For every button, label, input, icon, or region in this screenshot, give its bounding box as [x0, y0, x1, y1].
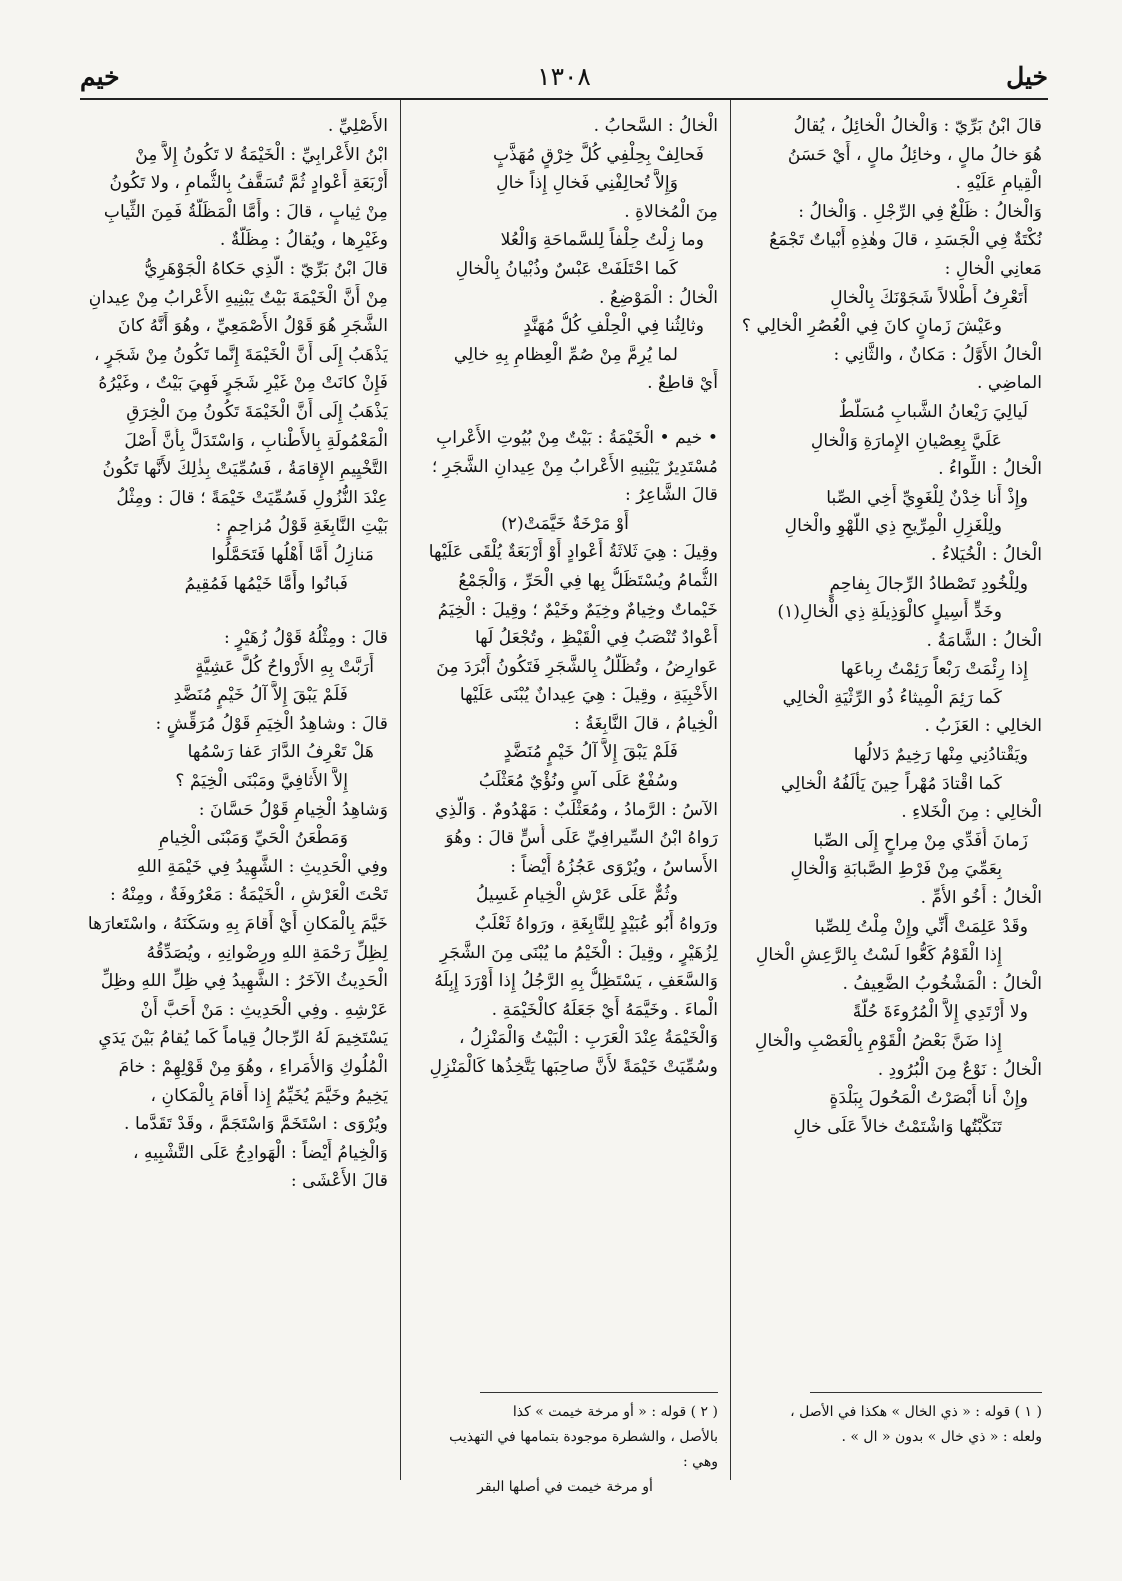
text-line: وثالِثُنا فِي الْحِلْفِ كُلُّ مُهَنَّدٍ	[523, 316, 704, 337]
footnote-line: وهي :	[683, 1454, 718, 1470]
footnote-separator	[480, 1392, 718, 1393]
text-line: ويَقْتادُنِي مِنْها رَخِيمٌ دَلالُها	[853, 745, 1028, 766]
footnote-middle	[412, 1400, 718, 1500]
text-line: الآسُ : الرَّمادُ ، ومُعَثْلَبٌ : مَهْدُومٌ . وَالَّذِي	[435, 799, 718, 820]
text-column-left	[82, 112, 388, 1442]
text-line: لما يُرِمَّ مِنْ صُمِّ الْعِظامِ بِهِ خالِي	[453, 344, 678, 365]
text-line: أَوْ مَرْخَةٌ خَيَّمَتْ(٢)	[501, 513, 629, 534]
text-line: الْخالُ : أَخُو الأُمِّ .	[920, 888, 1042, 909]
text-line: الْخالُ : الشَّامَةُ .	[926, 630, 1042, 651]
text-line: وفِي الْحَدِيثِ : الشَّهِيدُ فِي خَيْمَةِ اللهِ	[136, 856, 388, 877]
text-line: يَذْهَبُ إِلَى أَنَّ الْخَيْمَةَ إِنَّما تَكُونُ مِنْ شَجَرٍ ،	[94, 344, 388, 365]
text-line: بَيْتِ النَّابِغَةِ قَوْلُ مُزاحِمٍ :	[215, 516, 388, 537]
footnote-separator	[810, 1392, 1042, 1393]
text-line: ويُرْوَى : اسْتَخَمَّ وَاسْتَجَمَّ ، وقَدْ تَقَدَّما .	[124, 1114, 388, 1135]
text-line: تَحْتَ الْعَرْشِ ، الْخَيْمَةُ : مَعْرُوفَةٌ ، ومِنْهُ :	[110, 885, 388, 906]
text-line: أَيْ قاطِعٌ .	[647, 373, 718, 394]
text-line	[412, 398, 718, 424]
text-line: أَتَعْرِفُ أَطْلالاً شَجَوْنَكَ بِالْخالِ	[830, 287, 1028, 308]
footnote-right	[742, 1400, 1042, 1450]
text-line: نُكْتَةٌ فِي الْجَسَدِ ، قالَ وهٰذِهِ أَبْياتٌ تَجْمَعُ	[769, 230, 1042, 251]
text-line: مِنَ الْمُخالاةِ .	[624, 201, 718, 222]
text-line: لَيالِيَ رَيْعانُ الشَّبابِ مُسَلَّطٌ	[838, 401, 1028, 422]
text-line: الْقِيامِ عَلَيْهِ .	[955, 173, 1042, 194]
text-line: الْخالُ : نَوْعٌ مِنَ الْبُرُودِ .	[877, 1059, 1042, 1080]
text-line: الْخالِي : مِنَ الْخَلاءِ .	[901, 802, 1042, 823]
text-line: يَذْهَبُ إِلَى أَنَّ الْخَيْمَةَ تَكُونُ مِنَ الْخِرَقِ	[126, 401, 388, 422]
text-line: وثُمٌّ عَلَى عَرْشِ الْخِيامِ غَسِيلُ	[475, 885, 678, 906]
text-line: وَالْخَيْمَةُ عِنْدَ الْعَرَبِ : الْبَيْتُ وَالْمَنْزِلُ ،	[459, 1028, 718, 1049]
text-line: يَسْتَخِيمَ لَهُ الرِّجالُ قِياماً كَما يُقامُ بَيْنَ يَدَيِ	[98, 1028, 388, 1049]
text-line: التَّخْيِيمِ الإِقامَةُ ، فَسُمِّيَتْ بِذٰلِكَ لأَنَّها تَكُونُ	[102, 459, 388, 480]
text-line: فَلَمْ يَبْقَ إِلاَّ آلُ خَيْمٍ مُنَضَّدٍ	[503, 742, 678, 763]
text-line: ولِلْخُودِ تَصْطادُ الرِّجالَ بِفاحِمٍ	[829, 573, 1028, 594]
text-line: وَإِلاَّ تُحالِفْنِي فَخالِ إِذاً خالِ	[496, 173, 678, 194]
text-line: لِظِلِّ رَحْمَةِ اللهِ ورِضْوانِهِ ، ويُصَدِّقُهُ	[146, 942, 388, 963]
text-line: رَواهُ ابْنُ السِّيرافِيِّ عَلَى أُسٍّ قالَ : وهُوَ	[445, 828, 718, 849]
text-line: الْخالُ : السَّحابُ .	[593, 116, 718, 136]
text-line: قالَ الأَعْشَى :	[290, 1171, 388, 1192]
text-line: الْخالُ : الْخُيَلاءُ .	[930, 544, 1042, 565]
text-line: ولا أَرْتَدِي إِلاَّ الْمُرُوءَةَ حُلَّةً	[852, 1002, 1028, 1023]
text-line: فَبانُوا وأَمَّا خَيْمُها فَمُقِيمُ	[184, 573, 348, 594]
text-line: كَما رَئِمَ الْمِيثاءُ ذُو الرِّثْيَةِ الْخالِي	[782, 687, 1002, 708]
text-line: وَالْخالُ : ظَلْعٌ فِي الرِّجْلِ . وَالْخالُ :	[798, 201, 1042, 222]
column-divider	[400, 100, 401, 1480]
text-line: زَمانَ أُفَدِّي مِنْ مِراحٍ إِلَى الصِّبا	[813, 830, 1028, 851]
text-line: كَما اقْتادَ مُهْراً حِينَ يَأْلَفُهُ الْخالِي	[780, 773, 1002, 794]
text-line: قالَ ابْنُ بَرِّيّ : الَّذِي حَكاهُ الْجَوْهَرِيُّ	[144, 258, 388, 279]
text-line: كَما احْتَلَفَتْ عَبْسٌ وذُبْيانُ بِالْخالِ	[455, 258, 678, 279]
text-line: وإِنْ أَنا أَبْصَرْتُ الْمَحُولَ بِبَلْدَةٍ	[829, 1088, 1028, 1109]
text-line: الخالِي : العَزَبُ .	[924, 716, 1042, 737]
text-line: قالَ : وشاهِدُ الْخِيَمِ قَوْلُ مُرَقِّشٍ :	[155, 713, 388, 734]
text-line: ورَواهُ أَبُو عُبَيْدٍ لِلنَّابِغَةِ ، ورَواهُ ثَعْلَبٌ	[474, 914, 718, 935]
footnote-line: أو مرخة خيمت في أصلها البقر	[477, 1479, 653, 1495]
text-line: قالَ : ومِثْلُهُ قَوْلُ زُهَيْرٍ :	[223, 628, 388, 649]
text-line: وعَيْشَ زَمانٍ كانَ فِي الْعُصُرِ الْخالِي ؟	[742, 316, 1002, 337]
text-line: وخَدٍّ أَسِيلٍ كالْوَذِيلَةِ ذِي الْخالِ(١)	[777, 602, 1002, 623]
header-right-word: خيل	[1006, 62, 1048, 91]
text-line: مِنْ أَنَّ الْخَيْمَةَ بَيْتٌ يَبْنِيهِ الأَعْرابُ مِنْ عِيدانِ	[88, 287, 388, 308]
text-line: وما زِلْتُ حِلْفاً لِلسَّماحَةِ وَالْعُلا	[500, 230, 704, 251]
text-line: خَيْماتٌ وخِيامٌ وخِيَمٌ وخَيْمٌ ؛ وقِيلَ : الْخِيَمُ	[437, 599, 718, 620]
text-line: الماضِي .	[976, 373, 1042, 394]
text-line: وَالْخِيامُ أَيْضاً : الْهَوادِجُ عَلَى التَّشْبِيهِ ،	[132, 1142, 388, 1163]
text-line: الْمَعْمُولَةِ بِالأَطْنابِ ، وَاسْتَدَلَّ بِأَنَّ أَصْلَ	[124, 430, 388, 451]
text-line: وَشاهِدُ الْخِيامِ قَوْلُ حَسَّانَ :	[198, 799, 388, 820]
text-line: عَوارِضُ ، وتُظَلَّلُ بِالشَّجَرِ فَتَكُونُ أَبْرَدَ مِنَ	[436, 656, 718, 677]
text-line: خَيَّمَ بِالْمَكانِ أَيْ أَقامَ بِهِ وسَكَنَهُ ، واسْتَعارَها	[87, 914, 388, 935]
text-line: إِلاَّ الأَثافِيَّ ومَبْنَى الْخِيَمْ ؟	[175, 771, 348, 792]
text-line: الْخالُ الأَوَّلُ : مَكانٌ ، والثَّانِي :	[833, 344, 1042, 365]
text-line: الْمُلُوكِ وَالأُمَراءِ ، وهُوَ مِنْ قَوْلِهِمْ : خامَ	[118, 1057, 388, 1077]
footnote-line: بالأصل ، والشطرة موجودة بتمامها في التهذيب	[449, 1429, 718, 1445]
text-line: وسُفْعٌ عَلَى آسٍ ونُؤْيٌ مُعَثْلَبُ	[478, 771, 678, 792]
text-line: وَمَطْعَنُ الْحَيِّ وَمَبْنَى الْخِيامِ	[158, 828, 348, 849]
text-line: إِذا رِئْمَتْ رَبْعاً رَئِمْتُ رِباعَها	[840, 659, 1028, 680]
text-line: هُوَ خالُ مالٍ ، وخائِلُ مالٍ ، أَيْ حَسَنُ	[787, 144, 1042, 165]
text-line: قالَ الشَّاعِرُ :	[625, 485, 718, 506]
text-line: الْخالُ : الْمَوْضِعُ .	[598, 287, 718, 308]
text-line: الْماءَ . وخَيَّمَهُ أَيْ جَعَلَهُ كالْخَيْمَةِ .	[491, 999, 718, 1020]
text-line: قالَ ابْنُ بَرِّيّ : وَالْخالُ الْخائِلُ ، يُقالُ	[793, 116, 1042, 136]
column-divider	[730, 100, 731, 1480]
text-line: أَرَبَّتْ بِهِ الأَرْواحُ كُلَّ عَشِيَّةٍ	[195, 656, 374, 677]
text-line: وقَدْ عَلِمَتْ أَنِّي وإِنْ مِلْتُ لِلصِّبا	[814, 916, 1028, 937]
text-line: الأَساسُ ، ويُرْوَى عَجُزُهُ أَيْضاً :	[510, 856, 718, 877]
text-line: يَخِيمُ وخَيَّمَ يُخَيِّمُ إِذا أَقامَ بِالْمَكانِ ،	[150, 1085, 388, 1106]
text-line: الْخالُ : اللِّواءُ .	[938, 459, 1042, 480]
text-line: فَإِنْ كانَتْ مِنْ غَيْرِ شَجَرٍ فَهِيَ بَيْتٌ ، وغَيْرُهُ	[98, 373, 388, 394]
text-line: • خيم • الْخَيْمَةُ : بَيْتٌ مِنْ بُيُوتِ الأَعْرابِ	[436, 427, 718, 448]
text-line: فَلَمْ يَبْقَ إِلاَّ آلُ خَيْمٍ مُنَضَّدِ	[173, 685, 348, 706]
footnote-line: ولعله : « ذي خال » بدون « ال » .	[841, 1429, 1042, 1445]
text-line: عِنْدَ النُّزُولِ فَسُمِّيَتْ خَيْمَةً ؛ قالَ : ومِثْلُ	[116, 487, 388, 508]
text-line: وسُمِّيَتْ خَيْمَةً لأَنَّ صاحِبَها يَتَّخِذُها كَالْمَنْزِلِ	[429, 1057, 718, 1077]
text-line: الْخالُ : الْمَشْخُوبُ الضَّعِيفُ .	[842, 973, 1042, 994]
page-header	[80, 58, 1048, 100]
text-line: إِذا الْقَوْمُ كَعُّوا لَسْتُ بِالرَّعِشِ الْخالِ	[755, 945, 1002, 966]
text-line: وغَيْرِها ، ويُقالُ : مِظَلَّةٌ .	[219, 230, 388, 251]
text-line: عَرْشِهِ . وفِي الْحَدِيثِ : مَنْ أَحَبَّ أَنْ	[140, 999, 388, 1020]
text-line: الشَّجَرِ هُوَ قَوْلُ الأَصْمَعِيِّ ، وهُوَ أَنَّهُ كانَ	[117, 316, 388, 337]
text-line: الأَصْلِيِّ .	[327, 116, 388, 136]
footnote-line: ( ١ ) قوله : « ذي الخال » هكذا في الأصل ،	[790, 1404, 1042, 1420]
text-line: وإِذْ أَنا خِدْنٌ لِلْغَوِيِّ أَخِي الصِّبا	[826, 487, 1028, 508]
text-line: أَعْوادٌ تُنْصَبُ فِي الْقَيْظِ ، وتُجْعَلُ لَها	[474, 628, 718, 649]
text-line: الْخِيامُ ، قالَ النَّابِغَةُ :	[573, 713, 718, 734]
text-line: وَالسَّعَفِ ، يَسْتَظِلُّ بِهِ الرَّجُلُ إِذا أَوْرَدَ إِبِلَهُ	[434, 971, 718, 992]
page-number: ١٣٠٨	[537, 62, 591, 91]
text-line: وقِيلَ : هِيَ ثَلاثَةُ أَعْوادٍ أَوْ أَرْبَعَةٌ يُلْقَى عَلَيْها	[428, 542, 718, 563]
text-line: ابْنُ الأَعْرابِيِّ : الْخَيْمَةُ لا تَكُونُ إِلاَّ مِنْ	[135, 144, 388, 165]
text-column-middle	[412, 112, 718, 1442]
text-line: الثُّمامُ ويُسْتَظَلُّ بِها فِي الْحَرِّ ، وَالْجَمْعُ	[458, 570, 718, 591]
text-line: هَلْ تَعْرِفُ الدَّارَ عَفا رَسْمُها	[187, 742, 374, 763]
text-line: لِزُهَيْرٍ ، وقِيلَ : الْخَيْمُ ما يُبْنَى مِنَ الشَّجَرِ	[439, 942, 718, 963]
text-line: مُسْتَدِيرٌ يَبْنِيهِ الأَعْرابُ مِنْ عِيدانِ الشَّجَرِ ؛	[431, 456, 718, 477]
text-line: ولِلْغَزِلِ الْمِرِّيحِ ذِي اللَّهْوِ والْخالِ	[784, 516, 1002, 537]
text-column-right	[742, 112, 1042, 1442]
text-line: أَرْبَعَةِ أَعْوادٍ ثُمَّ تُسَقَّفُ بِالثُّمامِ ، ولا تَكُونُ	[109, 173, 388, 194]
text-line: مَعانِي الْخالِ :	[944, 258, 1042, 279]
text-line: إِذا ضَنَّ بَعْضُ الْقَوْمِ بِالْعَصْبِ والْخالِ	[754, 1031, 1002, 1051]
text-line: مِنْ ثِيابٍ ، قالَ : وأَمَّا الْمَظَلَّةُ فَمِنَ الثِّيابِ	[103, 201, 388, 222]
text-line: مَنازِلُ أَمَّا أَهْلُها فَتَحَمَّلُوا	[211, 544, 374, 565]
text-line: عَلَيَّ بِعِصْيانِ الإِمارَةِ وَالْخالِ	[810, 430, 1002, 451]
text-line: بِعَمِّيَ مِنْ فَرْطِ الصَّبابَةِ وَالْخالِ	[790, 859, 1002, 880]
text-line	[82, 598, 388, 624]
text-line: فَحالِفْ بِحِلْفِي كُلَّ خِرْقٍ مُهَذَّبٍ	[493, 144, 704, 165]
footnote-line: ( ٢ ) قوله : « أو مرخة خيمت » كذا	[512, 1404, 718, 1420]
header-left-word: خيم	[80, 62, 120, 91]
text-line: الأَخْبِيَةِ ، وقِيلَ : هِيَ عِيدانٌ يُبْنَى عَلَيْها	[459, 685, 718, 706]
text-line: تَنَكَّبْتُها وَاشْتَمْتُ خالاً عَلَى خالِ	[793, 1116, 1002, 1137]
text-line: الْحَدِيثُ الآخَرُ : الشَّهِيدُ فِي ظِلِّ اللهِ وظِلِّ	[100, 971, 388, 992]
